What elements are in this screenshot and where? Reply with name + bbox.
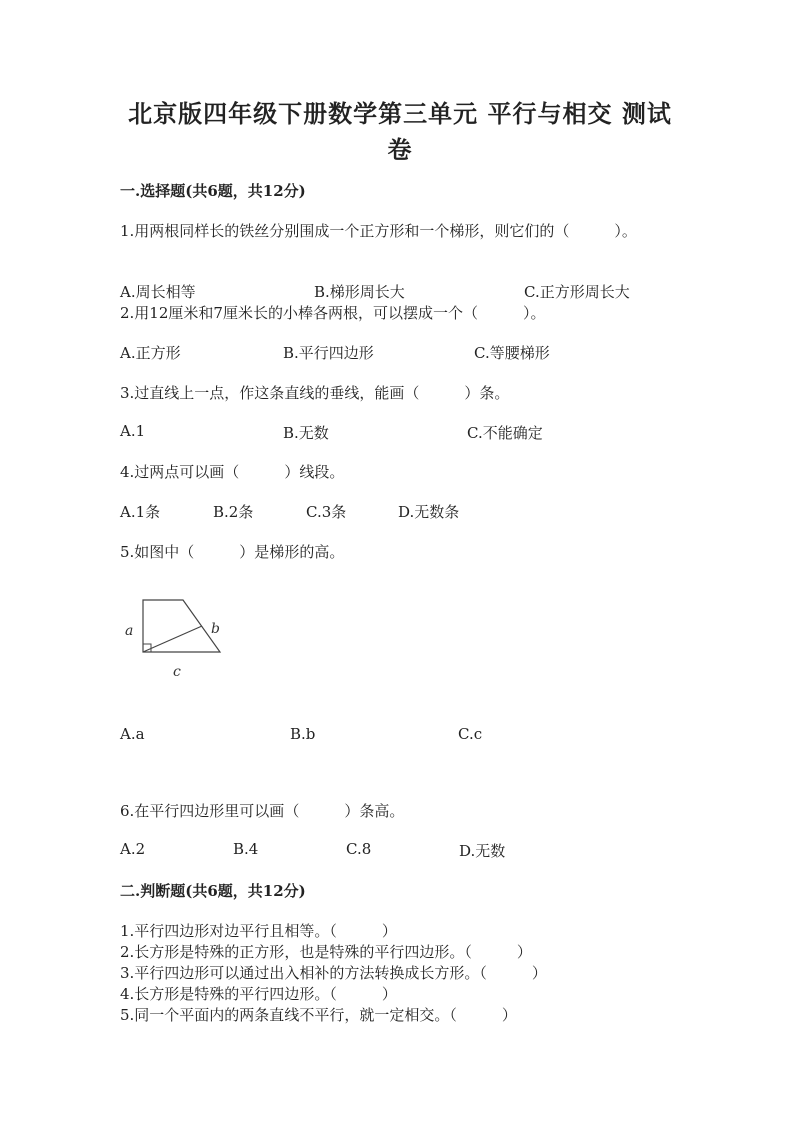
label-a: a (125, 623, 134, 639)
question-2-option-c: C.等腰梯形 (474, 344, 550, 362)
question-3-text: 3.过直线上一点，作这条直线的垂线，能画（ ）条。 (120, 384, 510, 402)
title-line-1: 北京版四年级下册数学第三单元 平行与相交 测试 (128, 99, 672, 128)
question-5-text: 5.如图中（ ）是梯形的高。 (120, 543, 345, 561)
section-heading-judgement: 二.判断题(共6题，共12分) (120, 882, 306, 900)
question-6-text: 6.在平行四边形里可以画（ ）条高。 (120, 802, 405, 820)
question-3-option-b: B.无数 (283, 424, 329, 442)
question-4-text: 4.过两点可以画（ ）线段。 (120, 463, 345, 481)
judge-item-3: 3.平行四边形可以通过出入相补的方法转换成长方形。（ ） (120, 964, 547, 982)
question-5-option-c: C.c (458, 725, 483, 743)
judge-item-4: 4.长方形是特殊的平行四边形。（ ） (120, 985, 397, 1003)
question-6-option-c: C.8 (346, 840, 372, 858)
trapezoid-figure (115, 590, 245, 694)
question-4-option-d: D.无数条 (398, 503, 460, 521)
question-4-option-b: B.2条 (213, 503, 254, 521)
question-1-text: 1.用两根同样长的铁丝分别围成一个正方形和一个梯形，则它们的（ ）。 (120, 222, 637, 240)
question-6-option-d: D.无数 (459, 842, 506, 860)
question-2-text: 2.用12厘米和7厘米长的小棒各两根，可以摆成一个（ ）。 (120, 304, 546, 322)
question-4-option-a: A.1条 (120, 503, 161, 521)
trapezoid-diagram (115, 590, 245, 690)
question-5-option-a: A.a (120, 725, 145, 743)
trapezoid-shape (143, 600, 220, 652)
question-1-option-a: A.周长相等 (120, 283, 196, 301)
question-1-option-c: C.正方形周长大 (524, 283, 630, 301)
question-2-option-b: B.平行四边形 (283, 344, 374, 362)
question-6-option-b: B.4 (233, 840, 259, 858)
question-6-option-a: A.2 (120, 840, 146, 858)
height-segment (143, 626, 202, 652)
page-title (120, 96, 680, 168)
question-4-option-c: C.3条 (306, 503, 347, 521)
question-5-option-b: B.b (290, 725, 316, 743)
label-b: b (211, 621, 220, 637)
title-line-2: 卷 (387, 135, 413, 164)
question-1-option-b: B.梯形周长大 (314, 283, 405, 301)
judge-item-2: 2.长方形是特殊的正方形，也是特殊的平行四边形。（ ） (120, 943, 532, 961)
judge-item-5: 5.同一个平面内的两条直线不平行，就一定相交。（ ） (120, 1006, 517, 1024)
question-3-option-a: A.1 (120, 422, 146, 440)
question-3-option-c: C.不能确定 (467, 424, 543, 442)
question-2-option-a: A.正方形 (120, 344, 181, 362)
section-heading-choice: 一.选择题(共6题，共12分) (120, 182, 306, 200)
judge-item-1: 1.平行四边形对边平行且相等。（ ） (120, 922, 397, 940)
label-c: c (173, 664, 181, 680)
